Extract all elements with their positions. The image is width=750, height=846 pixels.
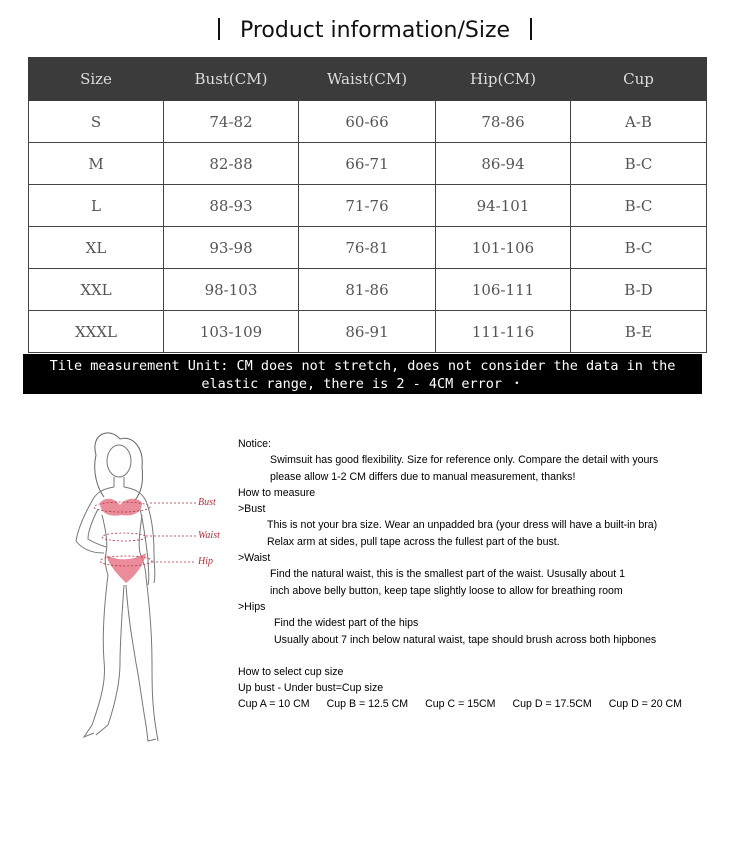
cell-size: XXXL	[29, 311, 164, 353]
bikini-bottom	[106, 553, 146, 583]
table-row	[29, 101, 707, 143]
cup-item: Cup D = 20 CM	[608, 698, 683, 711]
cell-hip: 101-106	[436, 227, 571, 269]
cell-bust: 74-82	[164, 101, 299, 143]
hips-line2: Usually about 7 inch below natural waist, tape should brush across both hipbones	[274, 633, 657, 646]
cell-hip: 94-101	[436, 185, 571, 227]
table-header-row	[29, 58, 707, 101]
waist-line2: inch above belly button, keep tape slightly loose to allow for breathing room	[270, 584, 623, 597]
waist-line1: Find the natural waist, this is the smallest part of the waist. Ususally about 1	[270, 568, 626, 581]
waist-heading: >Waist	[238, 552, 271, 565]
cell-cup: A-B	[571, 101, 707, 143]
cell-waist: 71-76	[299, 185, 436, 227]
bust-line1: This is not your bra size. Wear an unpadded bra (your dress will have a built-in bra)	[267, 519, 658, 532]
cup-formula: Up bust - Under bust=Cup size	[238, 682, 384, 695]
bikini-top	[100, 499, 142, 516]
label-waist: Waist	[198, 530, 220, 541]
cell-bust: 93-98	[164, 227, 299, 269]
cell-size: M	[29, 143, 164, 185]
cell-bust: 88-93	[164, 185, 299, 227]
cell-size: XXL	[29, 269, 164, 311]
hips-line1: Find the widest part of the hips	[274, 617, 419, 630]
cell-size: XL	[29, 227, 164, 269]
measurement-figure	[62, 425, 232, 743]
title-divider-right	[530, 18, 532, 40]
cell-bust: 82-88	[164, 143, 299, 185]
cell-hip: 86-94	[436, 143, 571, 185]
table-row	[29, 227, 707, 269]
table-row	[29, 269, 707, 311]
cell-hip: 78-86	[436, 101, 571, 143]
cell-cup: B-E	[571, 311, 707, 353]
measurement-note-banner	[23, 354, 702, 394]
notice-line2: please allow 1-2 CM differs due to manual measurement, thanks!	[270, 470, 576, 483]
bust-heading: >Bust	[238, 503, 266, 516]
header-size: Size	[29, 58, 164, 101]
cell-bust: 103-109	[164, 311, 299, 353]
label-bust: Bust	[198, 497, 216, 508]
cell-waist: 76-81	[299, 227, 436, 269]
cell-cup: B-C	[571, 143, 707, 185]
page-title	[0, 18, 750, 43]
cell-cup: B-C	[571, 185, 707, 227]
cell-cup: B-D	[571, 269, 707, 311]
header-bust: Bust(CM)	[164, 58, 299, 101]
label-hip: Hip	[198, 556, 213, 567]
hips-heading: >Hips	[238, 600, 266, 613]
cell-hip: 111-116	[436, 311, 571, 353]
measurement-note-line1: Tile measurement Unit: CM does not stretch, does not consider the data in the	[49, 358, 676, 374]
notice-heading: Notice:	[238, 438, 271, 450]
table-row	[29, 311, 707, 353]
cup-item: Cup C = 15CM	[425, 698, 496, 711]
cup-item: Cup D = 17.5CM	[512, 698, 592, 711]
cell-size: S	[29, 101, 164, 143]
table-row	[29, 143, 707, 185]
measurement-note-line2: elastic range, there is 2 - 4CM error ・	[201, 376, 524, 392]
notice-line1: Swimsuit has good flexibility. Size for reference only. Compare the detail with yours	[270, 454, 659, 467]
title-text: Product information/Size	[239, 18, 511, 43]
header-hip: Hip(CM)	[436, 58, 571, 101]
cup-heading: How to select cup size	[238, 665, 344, 678]
size-table	[28, 57, 707, 353]
cell-waist: 86-91	[299, 311, 436, 353]
cell-size: L	[29, 185, 164, 227]
header-waist: Waist(CM)	[299, 58, 436, 101]
bust-line2: Relax arm at sides, pull tape across the fullest part of the bust.	[267, 535, 560, 548]
table-row	[29, 185, 707, 227]
header-cup: Cup	[571, 58, 707, 101]
cell-waist: 66-71	[299, 143, 436, 185]
title-divider-left	[218, 18, 220, 40]
cell-waist: 60-66	[299, 101, 436, 143]
cell-waist: 81-86	[299, 269, 436, 311]
cell-hip: 106-111	[436, 269, 571, 311]
size-guide-text	[238, 436, 743, 713]
cup-item: Cup A = 10 CM	[238, 698, 310, 711]
cell-bust: 98-103	[164, 269, 299, 311]
cup-item: Cup B = 12.5 CM	[326, 698, 409, 711]
measure-heading: How to measure	[238, 486, 316, 499]
cell-cup: B-C	[571, 227, 707, 269]
cup-list	[238, 696, 743, 712]
